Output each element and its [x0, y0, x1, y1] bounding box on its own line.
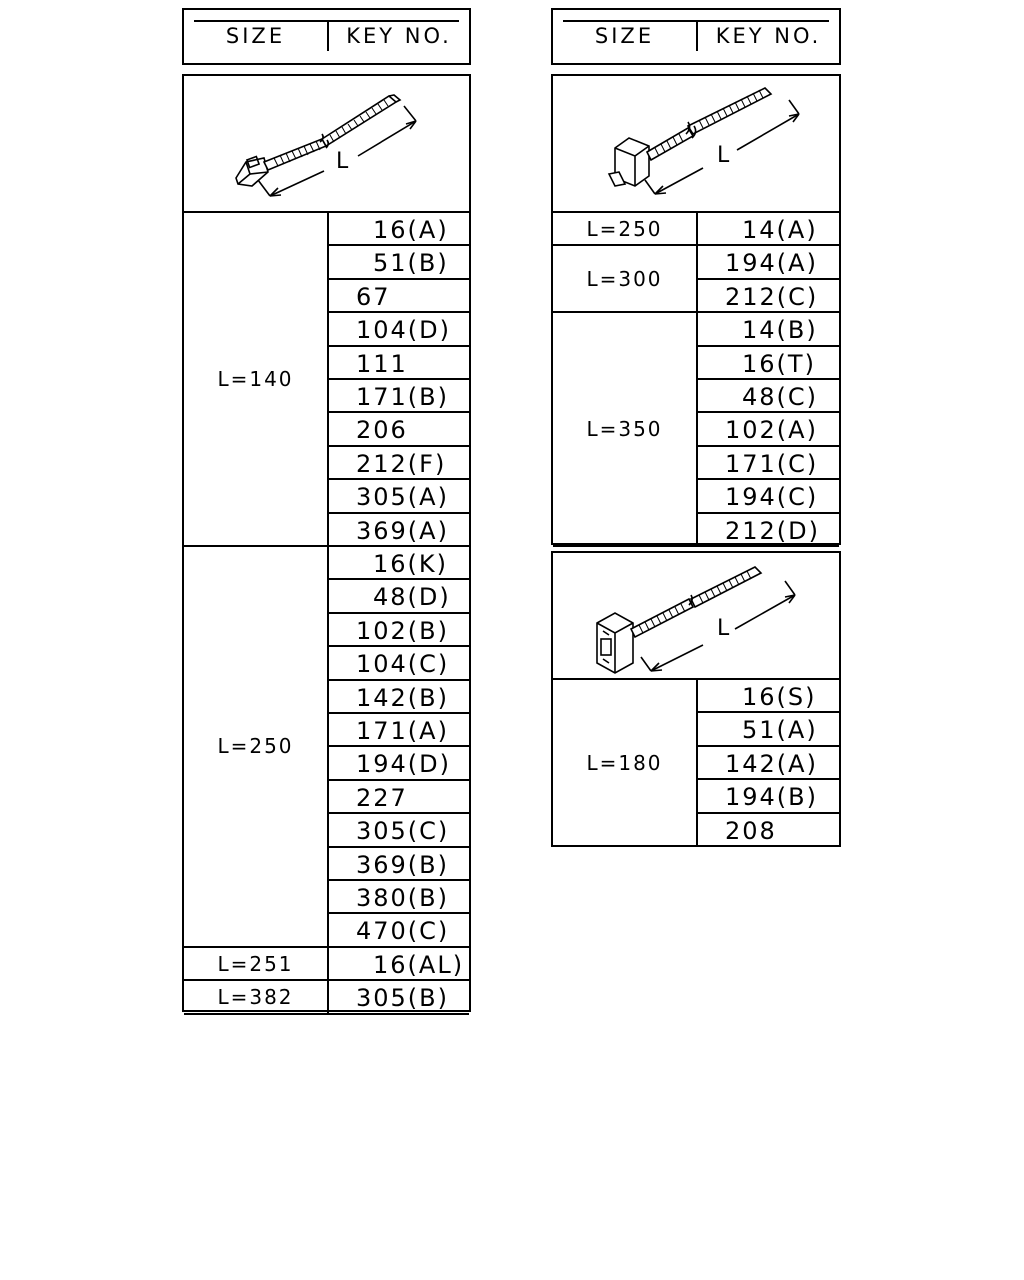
cable-tie-clip-icon: [553, 553, 839, 679]
key-no-cell: 171(B): [356, 383, 449, 411]
key-no-cell: 67: [356, 282, 391, 311]
row-divider: [696, 411, 839, 413]
column-divider: [327, 211, 329, 1013]
row-divider: [327, 478, 469, 480]
row-divider: [327, 712, 469, 714]
key-no-cell: 171(A): [356, 717, 449, 745]
row-divider: [327, 846, 469, 848]
key-no-cell: 171(C): [725, 449, 819, 478]
key-no-column-header: KEY NO.: [715, 24, 822, 48]
key-no-cell: 16(A): [373, 216, 449, 244]
dimension-label-l: L: [336, 149, 349, 174]
group-divider: [553, 845, 839, 847]
key-no-cell: 194(C): [725, 483, 819, 512]
row-divider: [327, 512, 469, 514]
key-no-column-header: KEY NO.: [346, 24, 452, 48]
group-divider: [553, 545, 839, 547]
key-no-cell: 142(A): [725, 749, 818, 778]
size-cell: L=382: [217, 984, 294, 1009]
key-no-cell: 16(K): [373, 550, 449, 578]
key-no-cell: 369(A): [356, 516, 449, 545]
size-cell: L=350: [586, 417, 663, 442]
key-no-cell: 51(A): [742, 716, 818, 745]
key-no-cell: 16(T): [742, 349, 816, 378]
row-divider: [327, 879, 469, 881]
column-divider: [696, 211, 698, 545]
key-no-cell: 227: [356, 783, 408, 812]
key-no-cell: 212(D): [725, 516, 821, 545]
key-no-cell: 51(B): [373, 249, 449, 278]
key-no-cell: 194(B): [725, 783, 818, 812]
row-divider: [696, 345, 839, 347]
key-no-cell: 470(C): [356, 917, 450, 946]
key-no-cell: 194(D): [356, 750, 452, 779]
size-cell: L=251: [217, 951, 294, 976]
row-divider: [327, 278, 469, 280]
row-divider: [696, 445, 839, 447]
left-header: [182, 8, 471, 65]
size-cell: L=140: [217, 367, 294, 391]
key-no-cell: 305(A): [356, 483, 449, 512]
size-column-header: SIZE: [594, 24, 655, 48]
row-divider: [696, 512, 839, 514]
right-parts-table-a: [551, 74, 841, 545]
size-column-header: SIZE: [225, 24, 286, 48]
row-divider: [696, 745, 839, 747]
key-no-cell: 48(C): [742, 383, 819, 411]
size-cell: L=250: [217, 734, 294, 759]
key-no-cell: 212(F): [356, 449, 447, 478]
cable-tie-mount-icon: [553, 76, 839, 211]
column-divider: [696, 678, 698, 845]
key-no-cell: 369(B): [356, 850, 449, 879]
key-no-cell: 142(B): [356, 683, 449, 712]
right-parts-table-b: [551, 551, 841, 847]
dimension-label-l: L: [717, 143, 730, 168]
row-divider: [696, 378, 839, 380]
key-no-cell: 14(B): [742, 316, 818, 345]
key-no-cell: 111: [356, 349, 408, 378]
group-divider: [184, 1013, 469, 1015]
key-no-cell: 48(D): [373, 583, 451, 612]
key-no-cell: 206: [356, 416, 408, 445]
size-cell: L=250: [586, 216, 663, 241]
size-cell: L=180: [586, 750, 663, 775]
row-divider: [327, 679, 469, 681]
row-divider: [696, 778, 839, 780]
row-divider: [696, 278, 839, 280]
key-no-cell: 305(B): [356, 984, 449, 1013]
row-divider: [327, 612, 469, 614]
key-no-cell: 104(D): [356, 316, 452, 345]
left-parts-table: [182, 74, 471, 1012]
size-cell: L=300: [586, 266, 663, 291]
row-divider: [327, 745, 469, 747]
row-divider: [696, 711, 839, 713]
key-no-cell: 14(A): [742, 216, 818, 244]
key-no-cell: 212(C): [725, 282, 819, 311]
row-divider: [327, 311, 469, 313]
key-no-cell: 194(A): [725, 249, 818, 278]
row-divider: [327, 645, 469, 647]
key-no-cell: 16(AL): [373, 950, 465, 979]
right-header: [551, 8, 841, 65]
row-divider: [327, 345, 469, 347]
row-divider: [327, 445, 469, 447]
row-divider: [327, 378, 469, 380]
key-no-cell: 208: [725, 816, 777, 845]
row-divider: [327, 244, 469, 246]
row-divider: [327, 411, 469, 413]
cable-tie-standard-icon: [184, 76, 469, 211]
row-divider: [327, 578, 469, 580]
key-no-cell: 305(C): [356, 817, 450, 846]
row-divider: [696, 812, 839, 814]
dimension-label-l: L: [717, 616, 730, 641]
key-no-cell: 102(A): [725, 416, 818, 445]
row-divider: [696, 478, 839, 480]
key-no-cell: 104(C): [356, 650, 450, 679]
row-divider: [327, 912, 469, 914]
key-no-cell: 102(B): [356, 616, 449, 645]
row-divider: [327, 812, 469, 814]
key-no-cell: 380(B): [356, 884, 449, 912]
row-divider: [327, 779, 469, 781]
key-no-cell: 16(S): [742, 683, 817, 711]
